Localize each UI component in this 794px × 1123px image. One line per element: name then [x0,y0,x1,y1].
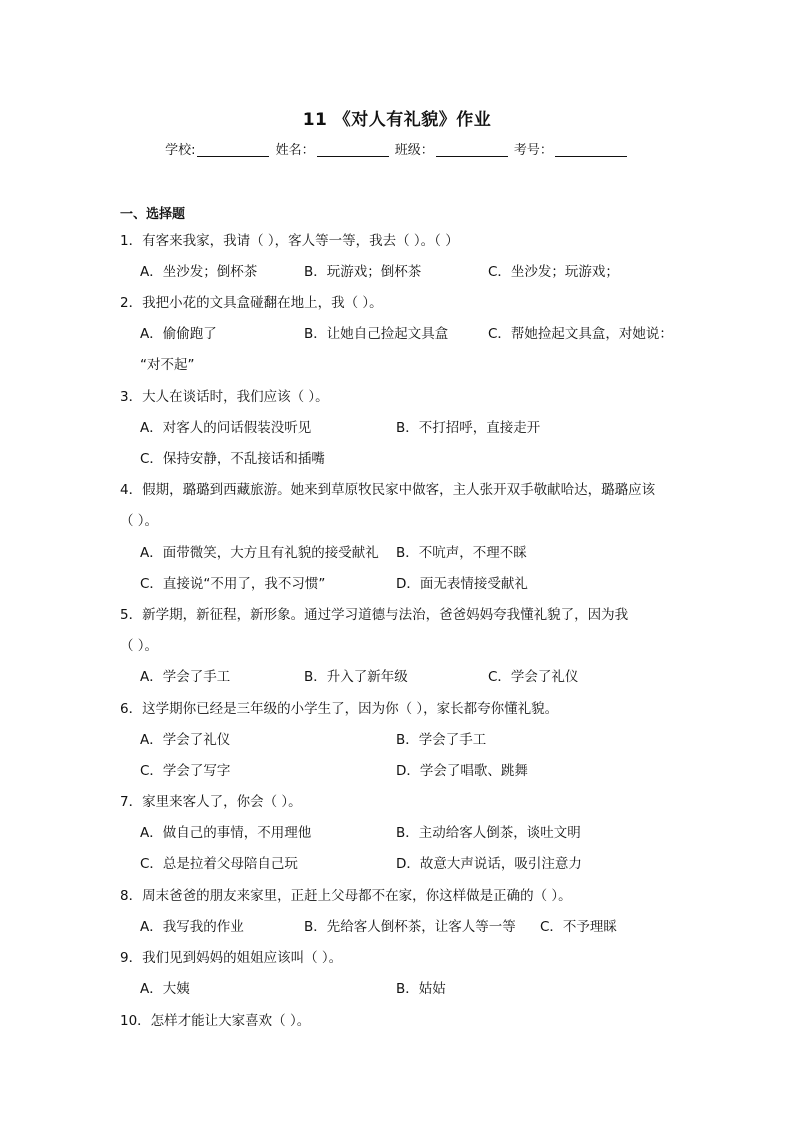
page-title: 11 《对人有礼貌》作业 [302,110,492,130]
q8-option-c[interactable]: C．不予理睬 [540,919,617,935]
q6-option-c[interactable]: C．学会了写字 [140,763,231,779]
question-1: 1．有客来我家，我请（ ），客人等一等，我去（ ）。（ ） [120,233,459,249]
question-4-blank: （ ）。 [120,513,159,529]
question-5-blank: （ ）。 [120,638,159,654]
name-blank[interactable] [317,142,389,157]
class-label: 班级： [394,143,434,158]
q2-option-a[interactable]: A．偷偷跑了 [140,326,217,342]
number-blank[interactable] [555,142,627,157]
question-3: 3．大人在谈话时，我们应该（ ）。 [120,389,329,405]
q9-option-b[interactable]: B．姑姑 [396,981,446,997]
section-heading: 一、选择题 [120,207,186,222]
question-5: 5．新学期，新征程，新形象。通过学习道德与法治，爸爸妈妈夸我懂礼貌了，因为我 [120,607,629,623]
q1-option-c[interactable]: C．坐沙发；玩游戏； [488,264,619,280]
school-label: 学校: [165,143,196,158]
q7-option-a[interactable]: A．做自己的事情，不用理他 [140,825,312,841]
q4-option-a[interactable]: A．面带微笑，大方且有礼貌的接受献礼 [140,545,379,561]
q7-option-b[interactable]: B．主动给客人倒茶，谈吐文明 [396,825,581,841]
name-label: 姓名： [275,143,315,158]
q8-option-b[interactable]: B．先给客人倒杯茶，让客人等一等 [304,919,516,935]
school-blank[interactable] [197,142,269,157]
q4-option-b[interactable]: B．不吭声，不理不睬 [396,545,527,561]
q2-option-c[interactable]: C．帮她捡起文具盒，对她说： [488,326,673,342]
question-2: 2．我把小花的文具盒碰翻在地上，我（ ）。 [120,295,383,311]
q3-option-b[interactable]: B．不打招呼，直接走开 [396,420,541,436]
q3-option-c[interactable]: C．保持安静，不乱接话和插嘴 [140,451,325,467]
q6-option-b[interactable]: B．学会了手工 [396,732,487,748]
question-8: 8．周末爸爸的朋友来家里，正赶上父母都不在家，你这样做是正确的（ ）。 [120,888,572,904]
q9-option-a[interactable]: A．大姨 [140,981,190,997]
q4-option-c[interactable]: C．直接说“不用了，我不习惯” [140,576,326,592]
q3-option-a[interactable]: A．对客人的问话假装没听见 [140,420,312,436]
q1-option-a[interactable]: A．坐沙发；倒杯茶 [140,264,258,280]
question-7: 7．家里来客人了，你会（ ）。 [120,794,302,810]
q7-option-c[interactable]: C．总是拉着父母陪自己玩 [140,856,298,872]
q5-option-a[interactable]: A．学会了手工 [140,669,231,685]
q2-option-c-continued: “对不起” [140,357,195,373]
number-label: 考号： [513,143,553,158]
q7-option-d[interactable]: D．故意大声说话，吸引注意力 [396,856,582,872]
question-9: 9．我们见到妈妈的姐姐应该叫（ ）。 [120,950,343,966]
q4-option-d[interactable]: D．面无表情接受献礼 [396,576,528,592]
q5-option-b[interactable]: B．升入了新年级 [304,669,408,685]
q8-option-a[interactable]: A．我写我的作业 [140,919,244,935]
q1-option-b[interactable]: B．玩游戏；倒杯茶 [304,264,422,280]
question-6: 6．这学期你已经是三年级的小学生了，因为你（ ），家长都夸你懂礼貌。 [120,701,559,717]
student-info-line [0,139,794,158]
question-10: 10．怎样才能让大家喜欢（ ）。 [120,1013,311,1029]
q5-option-c[interactable]: C．学会了礼仪 [488,669,579,685]
q2-option-b[interactable]: B．让她自己捡起文具盒 [304,326,449,342]
class-blank[interactable] [436,142,508,157]
question-4: 4．假期，璐璐到西藏旅游。她来到草原牧民家中做客，主人张开双手敬献哈达，璐璐应该 [120,482,656,498]
q6-option-a[interactable]: A．学会了礼仪 [140,732,231,748]
q6-option-d[interactable]: D．学会了唱歌、跳舞 [396,763,528,779]
